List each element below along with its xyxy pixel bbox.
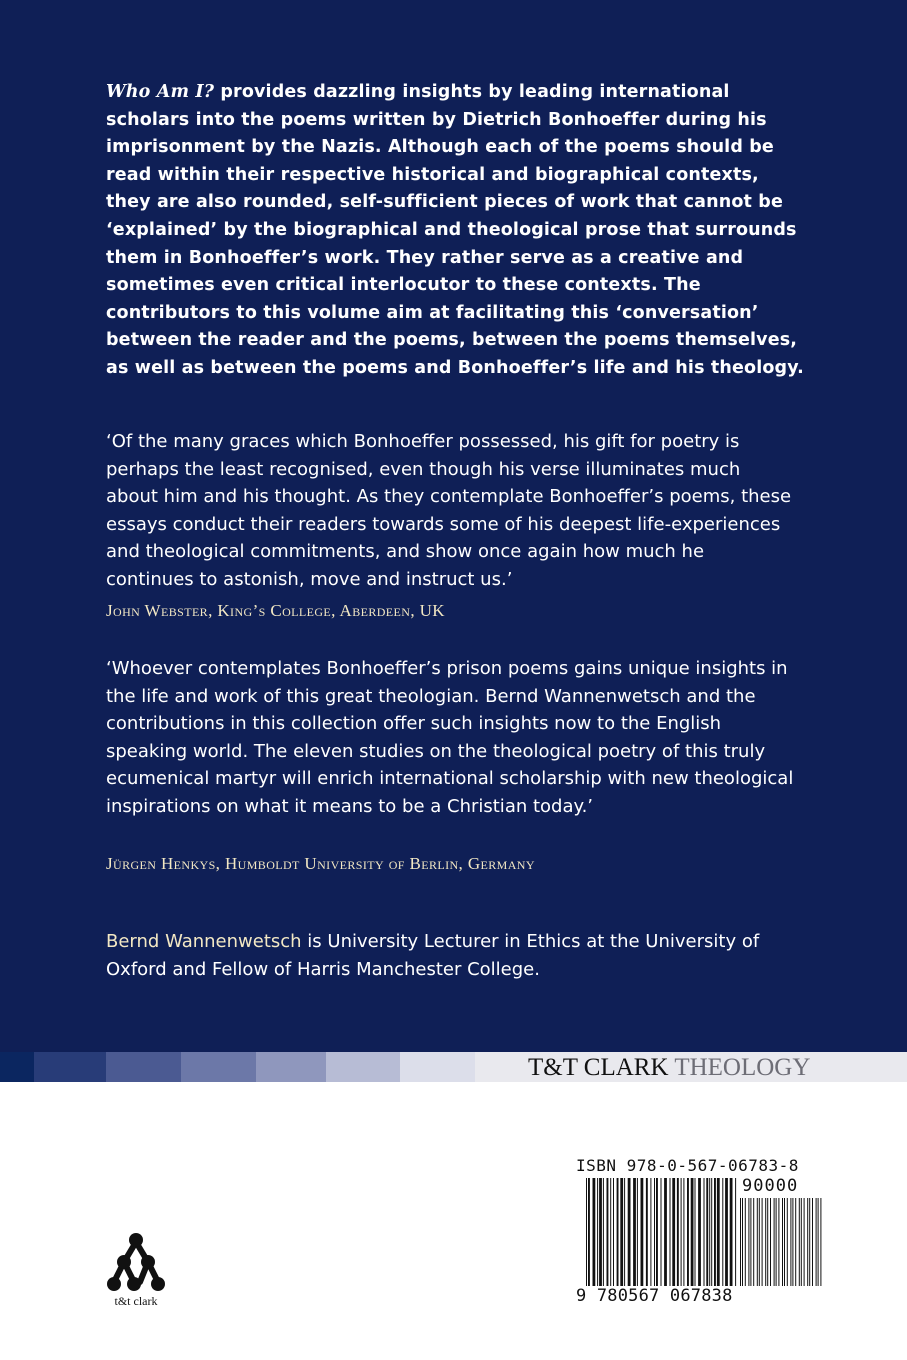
- blurb-text: provides dazzling insights by leading international scholars into the poems written by Dietrich Bonhoeffer during his imprisonment by the Nazis. Although each of the poems should be read within their respective historical and biographical contexts, they are also rounded, self-sufficient pieces of work that cannot be ‘explained’ by the biographical and theological prose that surrounds them in Bonhoeffer’s work. They rather serve as a creative and sometimes even critical interlocutor to these contexts. The contributors to this volume aim at facilitating this ‘conversation’ between the reader and the poems, between the poems themselves, as well as between the poems and Bonhoeffer’s life and his theology.: [106, 82, 804, 378]
- blurb-paragraph: [106, 79, 806, 383]
- barcode-bar: [795, 1198, 796, 1286]
- color-band-segment: [256, 1052, 326, 1082]
- barcode-bar: [646, 1178, 648, 1286]
- barcode-bar: [799, 1198, 800, 1286]
- ean-barcode: [586, 1178, 740, 1286]
- barcode-bar: [656, 1178, 658, 1286]
- barcode-bar: [809, 1198, 810, 1286]
- barcode-bar: [787, 1198, 788, 1286]
- barcode-bar: [717, 1178, 720, 1286]
- barcode-bar: [624, 1178, 625, 1286]
- addon-digits: 90000: [742, 1176, 799, 1196]
- barcode-bar: [709, 1178, 710, 1286]
- barcode-bar: [812, 1198, 813, 1286]
- color-band-segment: [181, 1052, 256, 1082]
- barcode-bar: [633, 1178, 636, 1286]
- barcode-bar: [677, 1178, 679, 1286]
- barcode-bar: [774, 1198, 775, 1286]
- series-brand: T&T CLARK: [528, 1054, 669, 1081]
- endorsement-quote-2: ‘Whoever contemplates Bonhoeffer’s prison poems gains unique insights in the life and work of this great theologian. Bernd Wannenwetsch and the contributions in this collection offer such insights now to the English speaking world. The eleven studies on the theological poetry of this truly ecumenical martyr will enrich international scholarship with new theological inspirations on what it means to be a Christian today.’: [106, 658, 794, 817]
- barcode-bar: [790, 1198, 791, 1286]
- ean-digits: 9 780567 067838: [576, 1286, 733, 1306]
- barcode-bar: [691, 1178, 694, 1286]
- barcode-bar: [757, 1198, 758, 1286]
- book-title-italic: Who Am I?: [106, 82, 215, 102]
- barcode-bar: [603, 1178, 604, 1286]
- barcode-bar: [735, 1178, 736, 1286]
- barcode-bar: [816, 1198, 817, 1286]
- barcode-bar: [654, 1178, 655, 1286]
- barcode-bar: [753, 1198, 754, 1286]
- barcode-bar: [782, 1198, 783, 1286]
- barcode-bar: [637, 1178, 638, 1286]
- barcode-bar: [610, 1178, 611, 1286]
- barcode-bar: [730, 1178, 733, 1286]
- barcode-bar: [784, 1198, 785, 1286]
- series-name: THEOLOGY: [668, 1054, 811, 1081]
- barcode-bar: [714, 1178, 716, 1286]
- barcode-bar: [776, 1198, 777, 1286]
- barcode-bar: [820, 1198, 821, 1286]
- barcode-bar: [725, 1178, 728, 1286]
- barcode-bar: [683, 1178, 684, 1286]
- barcode-bar: [664, 1178, 667, 1286]
- barcode-bar: [620, 1178, 623, 1286]
- barcode-bar: [792, 1198, 793, 1286]
- barcode-bar: [607, 1178, 609, 1286]
- barcode-bar: [742, 1198, 743, 1286]
- barcode-bar: [593, 1178, 596, 1286]
- color-band-segment: [34, 1052, 106, 1082]
- barcode-bar: [698, 1178, 701, 1286]
- barcode-bar: [770, 1198, 771, 1286]
- isbn-label: ISBN 978-0-567-06783-8: [576, 1156, 799, 1175]
- endorsement-attribution-1: John Webster, King’s College, Aberdeen, UK: [106, 601, 445, 620]
- endorsement-attribution-2: Jürgen Henkys, Humboldt University of Berlin, Germany: [106, 854, 535, 873]
- barcode-bar: [641, 1178, 644, 1286]
- barcode-bar: [778, 1198, 779, 1286]
- barcode-bar: [661, 1178, 662, 1286]
- barcode-bar: [704, 1178, 705, 1286]
- barcode-bar: [722, 1178, 723, 1286]
- barcode-bar: [745, 1198, 746, 1286]
- barcode-bar: [807, 1198, 808, 1286]
- color-band-segment: [0, 1052, 34, 1082]
- barcode-bar: [613, 1178, 614, 1286]
- barcode-bar: [586, 1178, 587, 1286]
- addon-barcode: [740, 1198, 824, 1286]
- barcode-bar: [695, 1178, 696, 1286]
- barcode-bar: [767, 1198, 768, 1286]
- barcode-bar: [759, 1198, 760, 1286]
- color-band-segment: [400, 1052, 475, 1082]
- author-name: Bernd Wannenwetsch: [106, 931, 302, 952]
- author-bio-text: is University Lecturer in Ethics at the University of Oxford and Fellow of Harris Manchester College.: [106, 931, 760, 980]
- barcode-bar: [588, 1178, 590, 1286]
- barcode-bar: [670, 1178, 671, 1286]
- barcode-bar: [617, 1178, 619, 1286]
- barcode-bar: [711, 1178, 712, 1286]
- barcode-bar: [706, 1178, 708, 1286]
- endorsement-quote-1: ‘Of the many graces which Bonhoeffer possessed, his gift for poetry is perhaps the least recognised, even though his verse illuminates much about him and his thought. As they contemplate Bonhoeffer’s poems, these essays conduct their readers towards some of his deepest life-experiences and theological commitments, and show once again how much he continues to astonish, move and instruct us.’: [106, 431, 792, 590]
- barcode-bar: [750, 1198, 751, 1286]
- barcode-bar: [687, 1178, 689, 1286]
- author-bio: [106, 928, 806, 983]
- publisher-logo-icon: [106, 1232, 166, 1302]
- color-band-segment: [326, 1052, 400, 1082]
- barcode-bar: [801, 1198, 802, 1286]
- barcode-bar: [748, 1198, 749, 1286]
- series-title: [528, 1052, 810, 1082]
- publisher-logo-text: t&t clark: [114, 1294, 158, 1308]
- barcode-bar: [818, 1198, 819, 1286]
- color-band-segment: [106, 1052, 181, 1082]
- barcode-bar: [650, 1178, 651, 1286]
- barcode-bar: [597, 1178, 598, 1286]
- barcode-bar: [672, 1178, 675, 1286]
- barcode-bar: [804, 1198, 805, 1286]
- barcode-bar: [765, 1198, 766, 1286]
- barcode-bar: [740, 1198, 741, 1286]
- barcode-bar: [762, 1198, 763, 1286]
- barcode-bar: [599, 1178, 602, 1286]
- barcode-bar: [681, 1178, 682, 1286]
- barcode-bar: [628, 1178, 631, 1286]
